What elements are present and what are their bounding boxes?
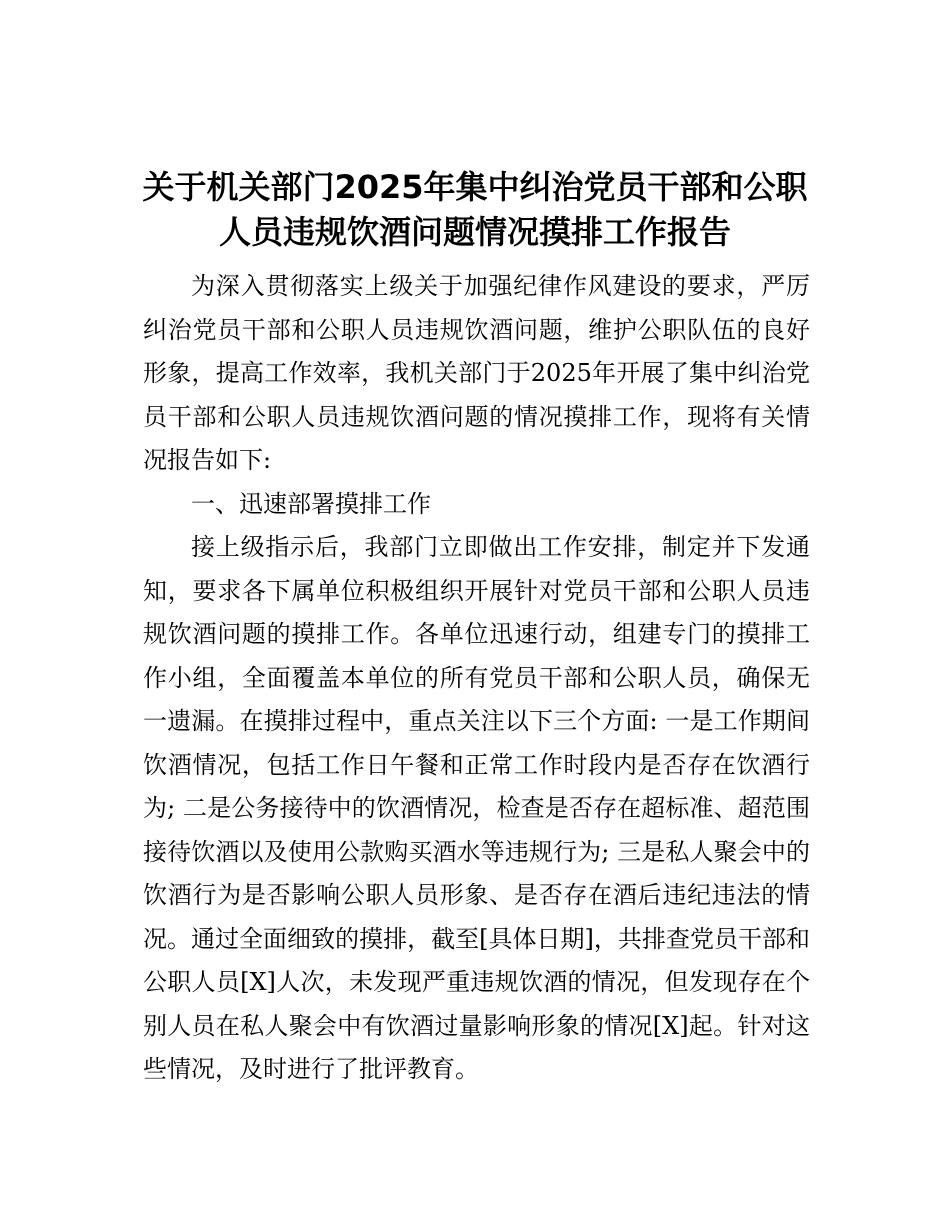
section-heading-1: 一、迅速部署摸排工作	[191, 489, 431, 518]
intro-paragraph: 为深入贯彻落实上级关于加强纪律作风建设的要求，严厉纠治党员干部和公职人员违规饮酒问题，维护公职队伍的良好形象，提高工作效率，我机关部门于2025年开展了集中纠治党员干部和公职人员违规饮酒问题的情况摸排工作，现将有关情况报告如下:	[143, 272, 810, 474]
document-title	[120, 165, 830, 255]
document-body	[143, 265, 810, 1092]
section-1-paragraph: 接上级指示后，我部门立即做出工作安排，制定并下发通知，要求各下属单位积极组织开展针对党员干部和公职人员违规饮酒问题的摸排工作。各单位迅速行动，组建专门的摸排工作小组，全面覆盖本单位的所有党员干部和公职人员，确保无一遗漏。在摸排过程中，重点关注以下三个方面: 一是工作期间饮酒情况，包括工作日午餐和正常工作时段内是否存在饮酒行为; 二是公务接待中的饮酒情况，检查是否存在超标准、超范围接待饮酒以及使用公款购买酒水等违规行为; 三是私人聚会中的饮酒行为是否影响公职人员形象、是否存在酒后违纪违法的情况。通过全面细致的摸排，截至[具体日期]，共排查党员干部和公职人员[X]人次，未发现严重违规饮酒的情况，但发现存在个别人员在私人聚会中有饮酒过量影响形象的情况[X]起。针对这些情况，及时进行了批评教育。	[143, 533, 810, 1083]
title-line-1: 关于机关部门2025年集中纠治党员干部和公职	[142, 168, 808, 206]
title-line-2: 人员违规饮酒问题情况摸排工作报告	[218, 213, 731, 251]
